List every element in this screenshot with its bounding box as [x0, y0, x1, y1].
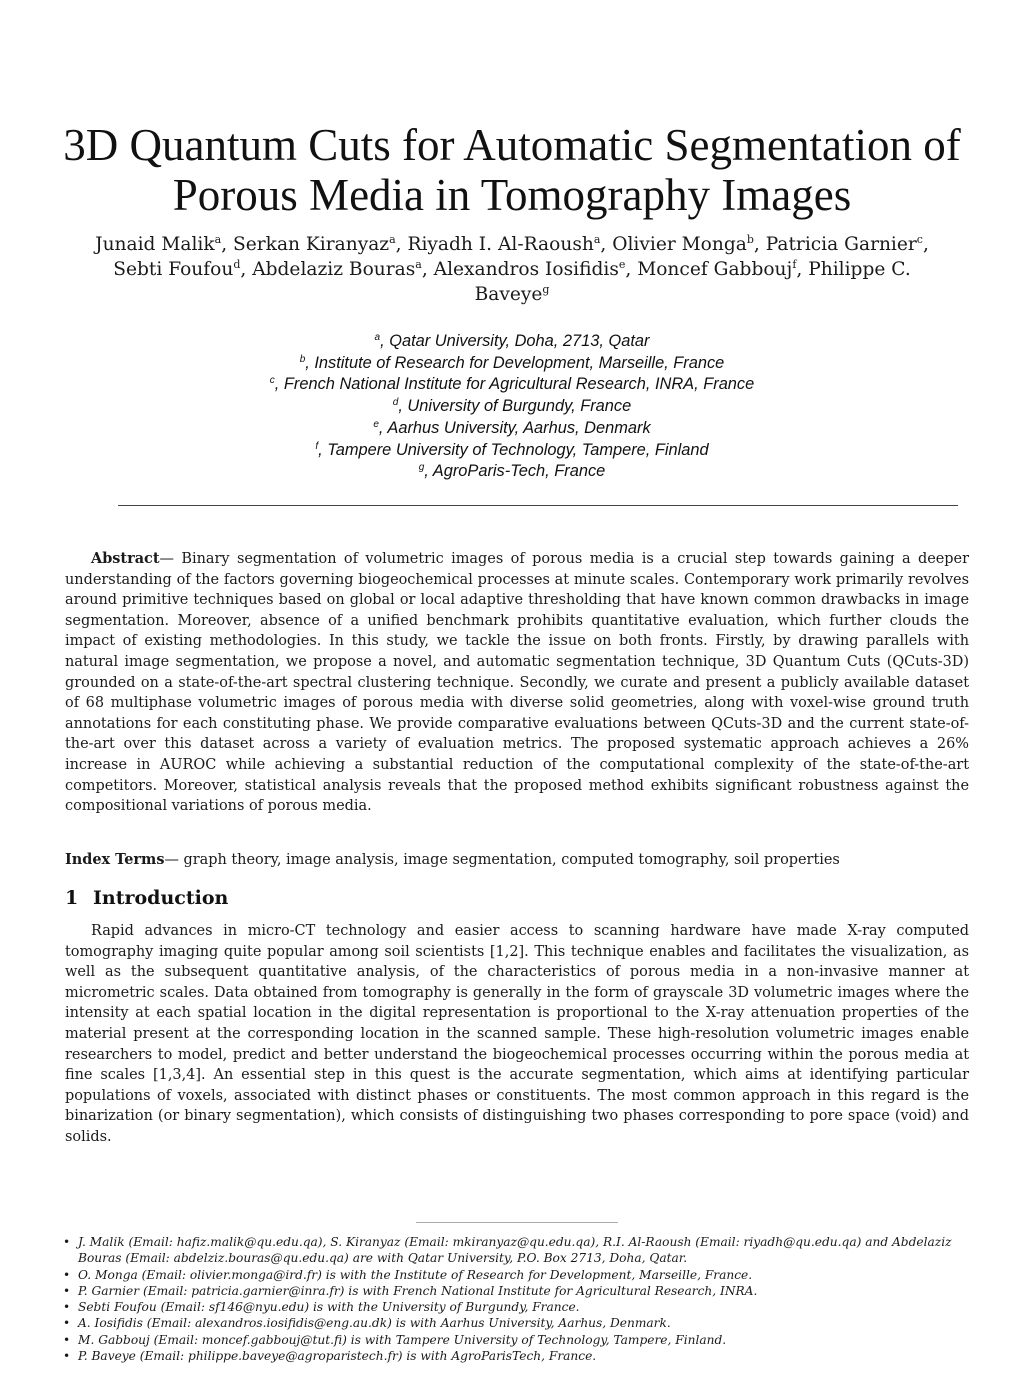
- footnote: • M. Gabbouj (Email: moncef.gabbouj@tut.fi) is with Tampere University of Technology, Tampere, Finland.: [63, 1332, 963, 1348]
- author: Philippe C. Baveye$^g$: [474, 259, 911, 305]
- author: Sebti Foufou$^d$: [113, 258, 241, 280]
- introduction-paragraph: Rapid advances in micro-CT technology and easier access to scanning hardware have made X-ray computed tomography imaging quite popular among soil scientists [1,2]. This technique enables and facilitates the visualization, as well as the subsequent quantitative analysis, of the characteristics of porous media in a non-invasive manner at micrometric scales. Data obtained from tomography is generally in the form of grayscale 3D volumetric images where the intensity at each spatial location in the digital representation is proportional to the X-ray attenuation properties of the material present at the corresponding location in the scanned sample. These high-resolution volumetric images enable researchers to model, predict and better understand the biogeochemical processes occurring within the porous media at fine scales [1,3,4]. An essential step in this quest is the accurate segmentation, which aims at identifying particular populations of voxels, associated with distinct phases or constituents. The most common approach in this regard is the binarization (or binary segmentation), which consists of distinguishing two phases corresponding to pore space (void) and solids.: [65, 923, 969, 1145]
- section-number: 1: [65, 887, 79, 909]
- header-divider: [118, 505, 958, 506]
- abstract-text: Binary segmentation of volumetric images of porous media is a crucial step towards gaining a deeper understanding of the factors governing biogeochemical processes at minute scales. Contemporary work primarily revolves around primitive techniques based on global or local adaptive thresholding that have known common drawbacks in image segmentation. Moreover, absence of a unified benchmark prohibits quantitative evaluation, which further clouds the impact of existing methodologies. In this study, we tackle the issue on both fronts. Firstly, by drawing parallels with natural image segmentation, we propose a novel, and automatic segmentation technique, 3D Quantum Cuts (QCuts-3D) grounded on a state-of-the-art spectral clustering technique. Secondly, we curate and present a publicly available dataset of 68 multiphase volumetric images of porous media with diverse solid geometries, along with voxel-wise ground truth annotations for each constituting phase. We provide comparative evaluations between QCuts-3D and the current state-of-the-art over this dataset across a variety of evaluation metrics. The proposed systematic approach achieves a 26% increase in AUROC while achieving a substantial reduction of the computational complexity of the state-of-the-art competitors. Moreover, statistical analysis reveals that the proposed method exhibits significant robustness against the compositional variations of porous media.: [65, 551, 969, 815]
- index-terms: Index Terms— graph theory, image analysis, image segmentation, computed tomography, soil properties: [65, 851, 840, 868]
- author: Serkan Kiranyaz$^a$: [233, 233, 396, 255]
- section-title: Introduction: [93, 887, 229, 909]
- affiliation: $^f$, Tampere University of Technology, Tampere, Finland: [315, 440, 709, 459]
- author: Olivier Monga$^b$: [612, 233, 754, 255]
- footnote: • P. Garnier (Email: patricia.garnier@inra.fr) is with French National Institute for Agricultural Research, INRA.: [63, 1283, 963, 1299]
- affiliation-list: [100, 331, 924, 483]
- section-heading: [65, 887, 228, 909]
- affiliation: $^d$, University of Burgundy, France: [392, 397, 632, 416]
- affiliation: $^c$, French National Institute for Agricultural Research, INRA, France: [269, 375, 755, 394]
- author: Abdelaziz Bouras$^a$: [252, 258, 422, 280]
- footnote: • P. Baveye (Email: philippe.baveye@agroparistech.fr) is with AgroParisTech, France.: [63, 1348, 963, 1364]
- index-terms-text: graph theory, image analysis, image segmentation, computed tomography, soil properties: [183, 852, 840, 868]
- affiliation: $^e$, Aarhus University, Aarhus, Denmark: [373, 418, 651, 437]
- footnote-divider: [416, 1222, 618, 1223]
- paper-title: 3D Quantum Cuts for Automatic Segmentation of Porous Media in Tomography Images: [63, 120, 961, 220]
- affiliation: $^g$, AgroParis-Tech, France: [418, 462, 606, 481]
- index-terms-label: Index Terms: [65, 851, 165, 868]
- footnote-list: [63, 1234, 963, 1364]
- author: Junaid Malik$^a$: [95, 233, 222, 255]
- author-list: Junaid Malik$^a$, Serkan Kiranyaz$^a$, Riyadh I. Al-Raoush$^a$, Olivier Monga$^b$, Patricia Garnier$^c$, Sebti Foufou$^d$, Abdelaziz Bouras$^a$, Alexandros Iosifidis$^e$, Moncef Gabbouj$^f$, Philippe C. Baveye$^g$: [95, 233, 929, 305]
- footnote: • Sebti Foufou (Email: sf146@nyu.edu) is with the University of Burgundy, France.: [63, 1299, 963, 1315]
- affiliation: $^a$, Qatar University, Doha, 2713, Qatar: [374, 332, 650, 350]
- footnote: • J. Malik (Email: hafiz.malik@qu.edu.qa), S. Kiranyaz (Email: mkiranyaz@qu.edu.qa), R.I. Al-Raoush (Email: riyadh@qu.edu.qa) and Abdelaziz Bouras (Email: abdelziz.bouras@qu.edu.qa) are with Qatar University, P.O. Box 2713, Doha, Qatar.: [63, 1234, 963, 1267]
- author: Riyadh I. Al-Raoush$^a$: [407, 233, 601, 255]
- author: Patricia Garnier$^c$: [765, 233, 923, 255]
- author: Moncef Gabbouj$^f$: [637, 258, 797, 280]
- author: Alexandros Iosifidis$^e$: [433, 258, 626, 280]
- footnote: • O. Monga (Email: olivier.monga@ird.fr) is with the Institute of Research for Development, Marseille, France.: [63, 1267, 963, 1283]
- affiliation: $^b$, Institute of Research for Development, Marseille, France: [299, 353, 725, 372]
- abstract: Abstract— Binary segmentation of volumetric images of porous media is a crucial step towards gaining a deeper understanding of the factors governing biogeochemical processes at minute scales. Contemporary work primarily revolves around primitive techniques based on global or local adaptive thresholding that have known common drawbacks in image segmentation. Moreover, absence of a unified benchmark prohibits quantitative evaluation, which further clouds the impact of existing methodologies. In this study, we tackle the issue on both fronts. Firstly, by drawing parallels with natural image segmentation, we propose a novel, and automatic segmentation technique, 3D Quantum Cuts (QCuts-3D) grounded on a state-of-the-art spectral clustering technique. Secondly, we curate and present a publicly available dataset of 68 multiphase volumetric images of porous media with diverse solid geometries, along with voxel-wise ground truth annotations for each constituting phase. We provide comparative evaluations between QCuts-3D and the current state-of-the-art over this dataset across a variety of evaluation metrics. The proposed systematic approach achieves a 26% increase in AUROC while achieving a substantial reduction of the computational complexity of the state-of-the-art competitors. Moreover, statistical analysis reveals that the proposed method exhibits significant robustness against the compositional variations of porous media.: [65, 550, 969, 815]
- footnote: • A. Iosifidis (Email: alexandros.iosifidis@eng.au.dk) is with Aarhus University, Aarhus, Denmark.: [63, 1315, 963, 1331]
- abstract-label: Abstract: [91, 550, 160, 567]
